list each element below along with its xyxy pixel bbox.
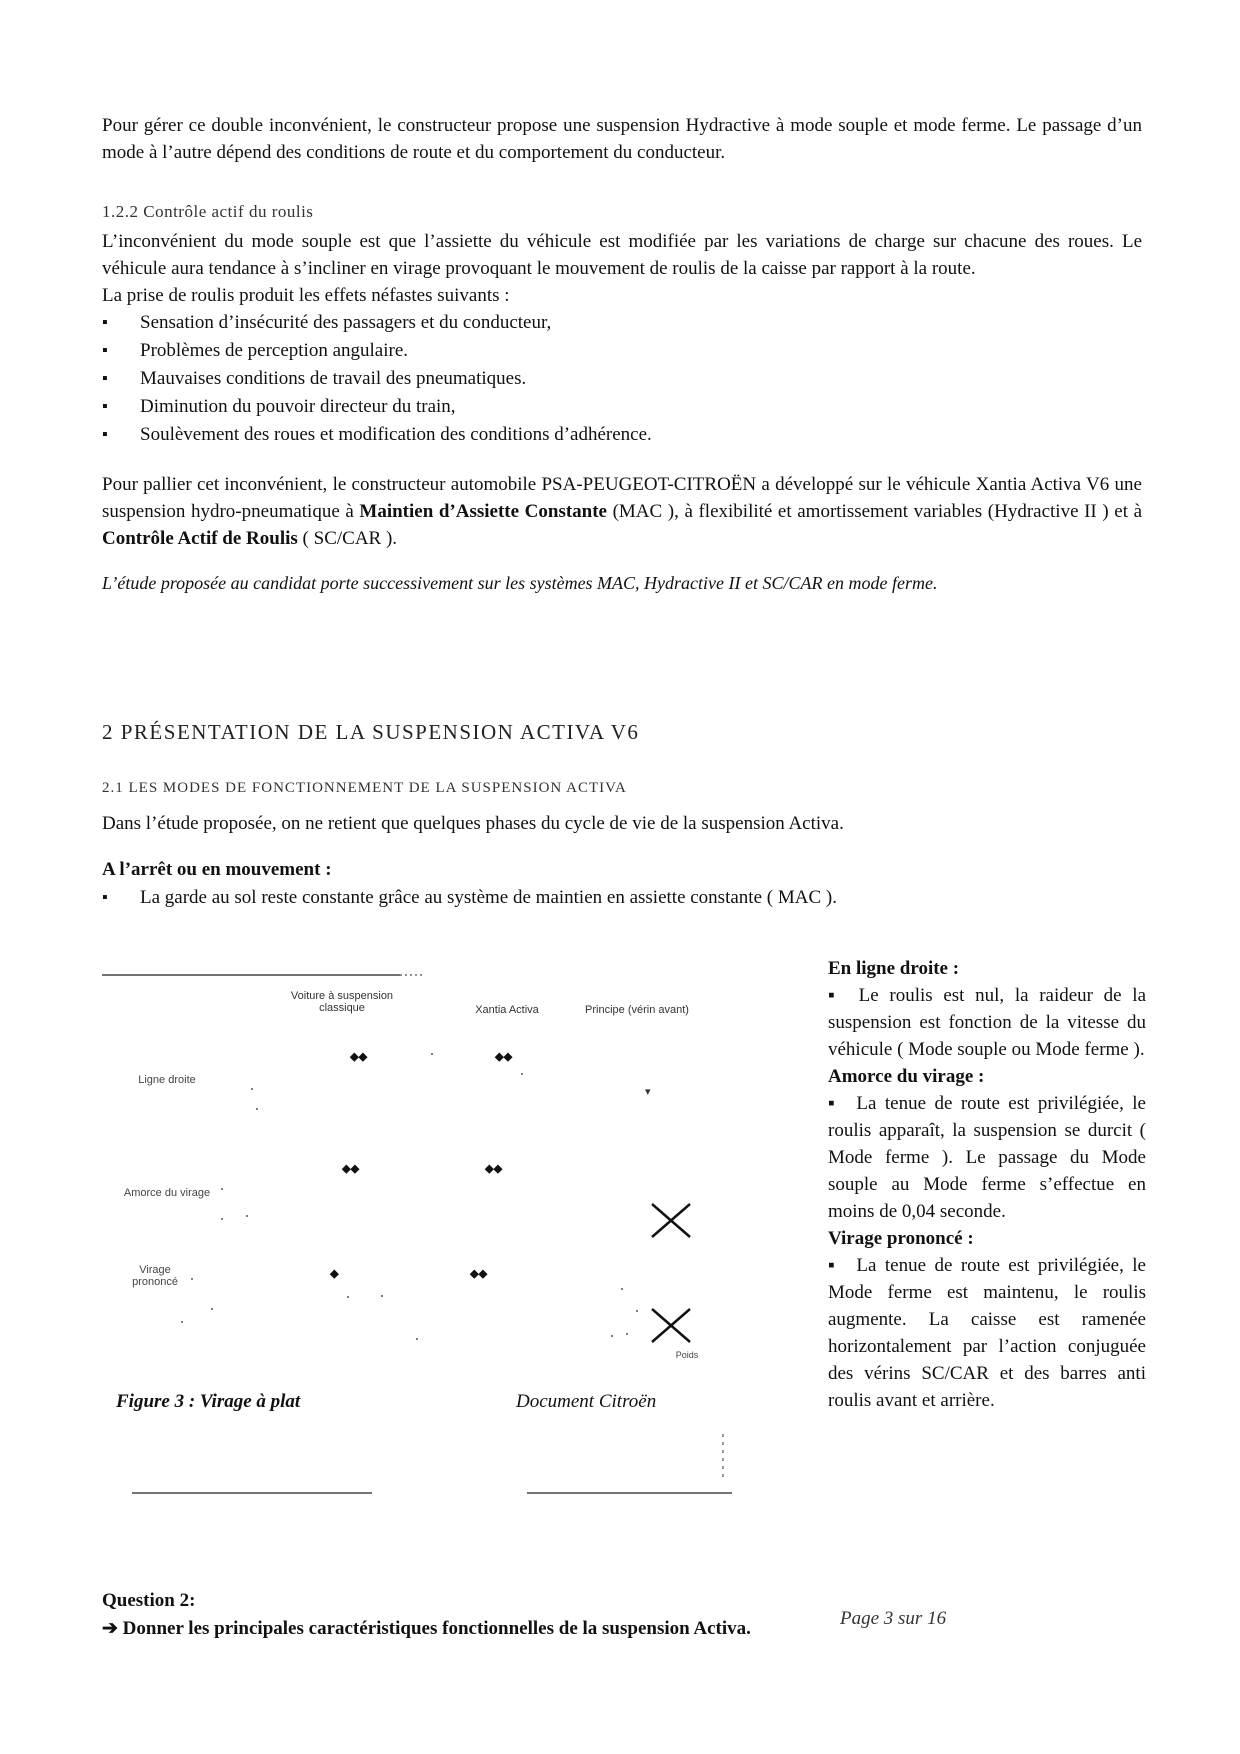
paragraph: La prise de roulis produit les effets néfastes suivants : — [102, 285, 510, 306]
page-number: Page 3 sur 16 — [840, 1608, 947, 1629]
figure-3 — [102, 954, 812, 1554]
column-header: Xantia Activa — [475, 1004, 539, 1016]
list-item: ▪ Diminution du pouvoir directeur du train, — [102, 393, 1142, 421]
side-text: ▪ Le roulis est nul, la raideur de la suspension est fonction de la vitesse du véhicule ( Mode souple ou Mode ferme ). — [828, 985, 1146, 1060]
svg-text:▾: ▾ — [645, 1086, 651, 1098]
car-silhouette-icon: ⬩⬩ — [495, 1042, 513, 1070]
list-item: ▪ Soulèvement des roues et modification des conditions d’adhérence. — [102, 421, 1142, 449]
side-heading: Virage prononcé : — [828, 1228, 974, 1249]
column-header: Principe (vérin avant) — [585, 1004, 689, 1016]
question-block — [102, 1587, 1142, 1643]
intro-paragraph: Pour gérer ce double inconvénient, le constructeur propose une suspension Hydractive à mode souple et mode ferme. Le passage d’un mode à l’autre dépend des conditions de route et du comportement du conducteur. — [102, 115, 1142, 163]
figure-caption: Figure 3 : Virage à plat — [116, 1391, 301, 1412]
side-heading: En ligne droite : — [828, 958, 960, 979]
figure-lines — [102, 954, 812, 1554]
list-item: ▪ Problèmes de perception angulaire. — [102, 337, 1142, 365]
study-note: L’étude proposée au candidat porte successivement sur les systèmes MAC, Hydractive II et SC/CAR en mode ferme. — [102, 573, 938, 593]
arrow-right-icon: ➔ — [102, 1618, 123, 1639]
section-2-title: 2 PRÉSENTATION DE LA SUSPENSION ACTIVA V6 — [102, 720, 640, 744]
list-item: ▪ La garde au sol reste constante grâce au système de maintien en assiette constante ( MAC ). — [102, 884, 1142, 912]
list-item: ▪ Sensation d’insécurité des passagers et du conducteur, — [102, 309, 1142, 337]
figure-source: Document Citroën — [516, 1391, 657, 1412]
question-title: Question 2: — [102, 1590, 196, 1611]
figure-small-label: Poids — [675, 1350, 699, 1360]
principle-cross-icon — [652, 1204, 690, 1342]
figure-explanation — [828, 955, 1146, 1414]
question-text: ➔ Donner les principales caractéristiques fonctionnelles de la suspension Activa. — [102, 1618, 751, 1639]
paragraph: Pour pallier cet inconvénient, le constructeur automobile PSA-PEUGEOT-CITROËN a développé sur le véhicule Xantia Activa V6 une suspension hydro-pneumatique à Maintien d’Assiette Constante (MAC ), à flexibilité et amortissement variables (Hydractive II ) et à Contrôle Actif de Roulis ( SC/CAR ). — [102, 474, 1142, 549]
paragraph: Dans l’étude proposée, on ne retient que quelques phases du cycle de vie de la suspension Activa. — [102, 813, 844, 834]
effects-list — [102, 309, 1142, 449]
car-silhouette-icon: ⬩ — [330, 1259, 339, 1287]
car-silhouette-icon: ⬩⬩ — [485, 1154, 503, 1182]
section-2-1-title: 2.1 LES MODES DE FONCTIONNEMENT DE LA SUSPENSION ACTIVA — [102, 780, 627, 796]
car-silhouette-icon: ⬩⬩ — [350, 1042, 368, 1070]
row-label: Virage prononcé — [132, 1264, 178, 1288]
row-label: Amorce du virage — [123, 1187, 211, 1199]
car-silhouette-icon: ⬩⬩ — [470, 1259, 488, 1287]
side-text: ▪ La tenue de route est privilégiée, le roulis apparaît, la suspension se durcit ( Mode ferme ). Le passage du Mode souple au Mode ferme s’effectue en moins de 0,04 seconde. — [828, 1093, 1146, 1222]
section-1-2-2 — [102, 202, 1142, 597]
side-text: ▪ La tenue de route est privilégiée, le Mode ferme est maintenu, le roulis augmente. La caisse est ramenée horizontalement par l’action conjuguée des vérins SC/CAR et des barres anti roulis avant et arrière. — [828, 1255, 1146, 1411]
column-header: Voiture à suspension classique — [290, 990, 394, 1014]
paragraph: L’inconvénient du mode souple est que l’assiette du véhicule est modifiée par les variations de charge sur chacune des roues. Le véhicule aura tendance à s’incliner en virage provoquant le mouvement de roulis de la caisse par rapport à la route. — [102, 231, 1142, 279]
section-heading: 1.2.2 Contrôle actif du roulis — [102, 202, 314, 221]
car-silhouette-icon: ⬩⬩ — [342, 1154, 360, 1182]
row-label: Ligne droite — [138, 1074, 196, 1086]
side-heading: Amorce du virage : — [828, 1066, 985, 1087]
list-item: ▪ Mauvaises conditions de travail des pneumatiques. — [102, 365, 1142, 393]
arret-heading: A l’arrêt ou en mouvement : — [102, 859, 332, 880]
